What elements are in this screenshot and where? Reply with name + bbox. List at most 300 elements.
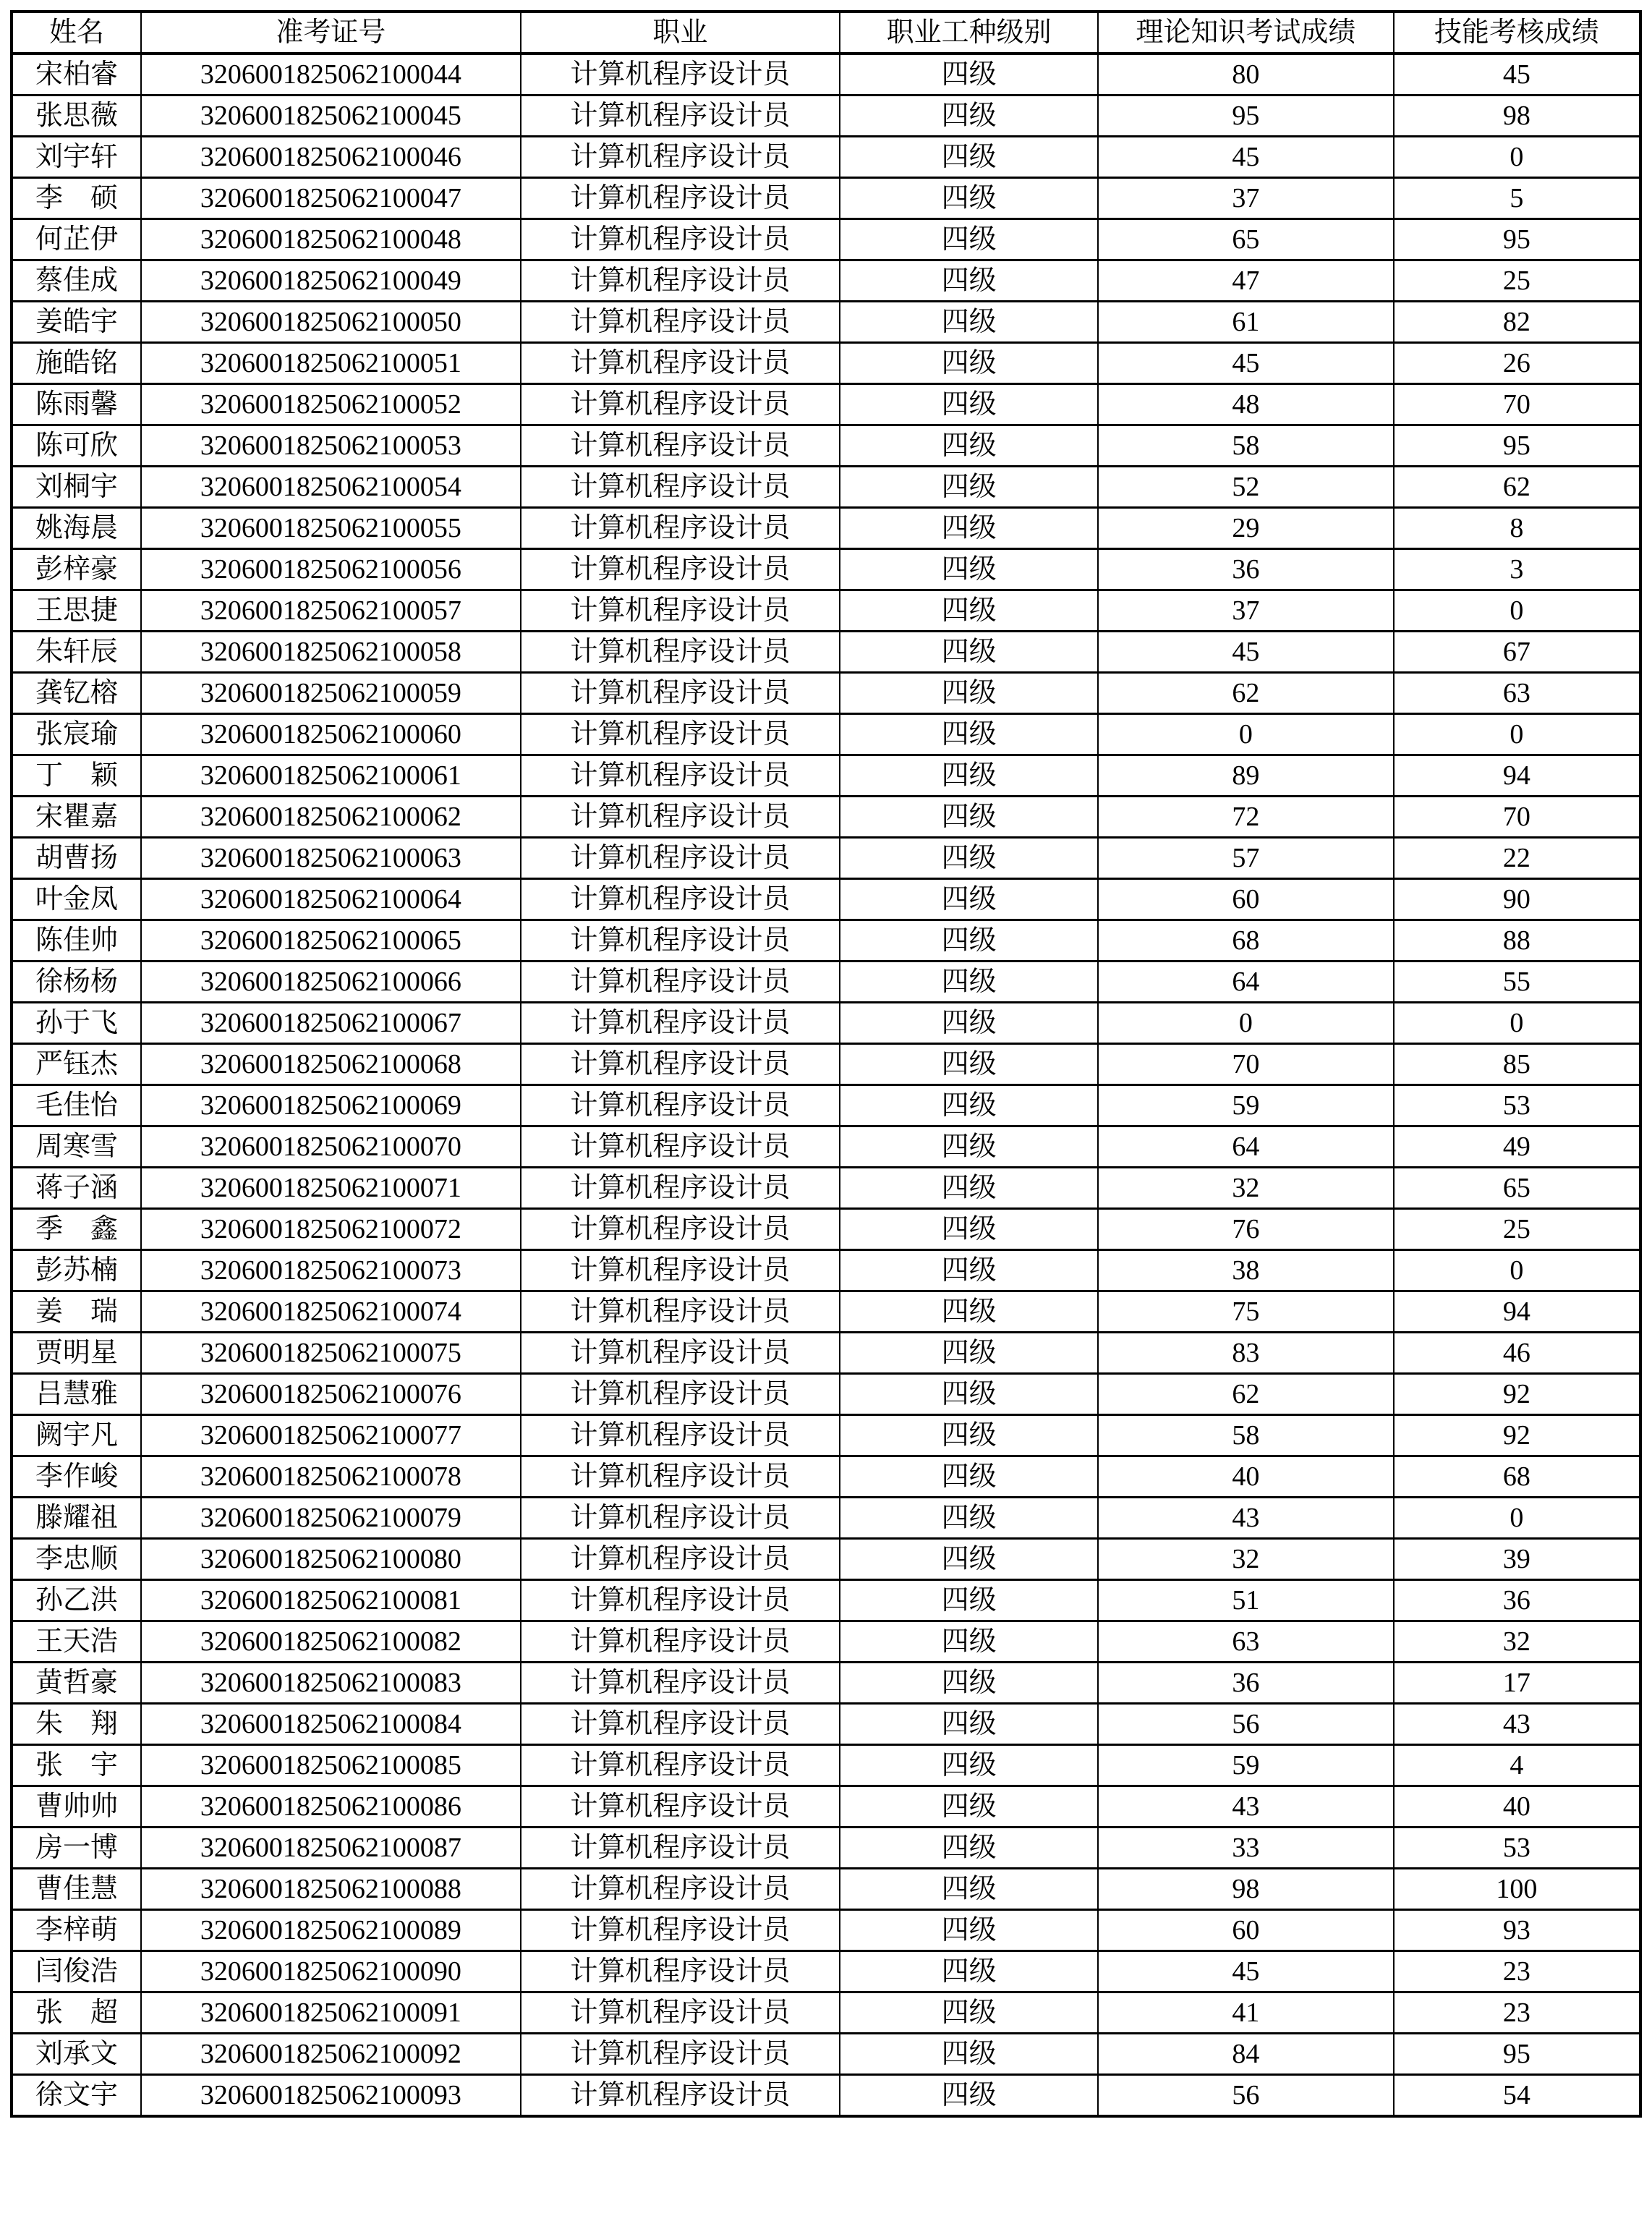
cell-skill_score: 53 (1394, 1085, 1640, 1126)
cell-name: 贾明星 (12, 1333, 141, 1374)
cell-name: 宋柏睿 (12, 54, 141, 95)
cell-ticket_no: 3206001825062100051 (141, 343, 521, 384)
cell-occupation: 计算机程序设计员 (521, 384, 840, 425)
cell-theory_score: 38 (1098, 1250, 1394, 1291)
cell-theory_score: 56 (1098, 2075, 1394, 2117)
cell-occupation: 计算机程序设计员 (521, 1786, 840, 1828)
cell-level: 四级 (840, 384, 1098, 425)
cell-occupation: 计算机程序设计员 (521, 879, 840, 920)
cell-skill_score: 49 (1394, 1126, 1640, 1168)
cell-skill_score: 100 (1394, 1869, 1640, 1910)
score-table-body (12, 54, 1640, 2116)
cell-occupation: 计算机程序设计员 (521, 1003, 840, 1044)
cell-theory_score: 41 (1098, 1992, 1394, 2034)
cell-level: 四级 (840, 508, 1098, 549)
cell-occupation: 计算机程序设计员 (521, 632, 840, 673)
cell-level: 四级 (840, 343, 1098, 384)
cell-ticket_no: 3206001825062100088 (141, 1869, 521, 1910)
table-row (12, 302, 1640, 343)
cell-skill_score: 98 (1394, 95, 1640, 137)
table-row (12, 1126, 1640, 1168)
cell-ticket_no: 3206001825062100073 (141, 1250, 521, 1291)
cell-name: 孙于飞 (12, 1003, 141, 1044)
table-row (12, 838, 1640, 879)
cell-occupation: 计算机程序设计员 (521, 2034, 840, 2075)
cell-name: 王天浩 (12, 1621, 141, 1663)
cell-skill_score: 55 (1394, 962, 1640, 1003)
cell-name: 徐杨杨 (12, 962, 141, 1003)
cell-theory_score: 36 (1098, 1663, 1394, 1704)
cell-occupation: 计算机程序设计员 (521, 1539, 840, 1580)
cell-skill_score: 70 (1394, 797, 1640, 838)
cell-level: 四级 (840, 1168, 1098, 1209)
cell-skill_score: 23 (1394, 1992, 1640, 2034)
cell-occupation: 计算机程序设计员 (521, 219, 840, 260)
cell-level: 四级 (840, 1786, 1098, 1828)
cell-name: 龚钇榕 (12, 673, 141, 714)
cell-theory_score: 57 (1098, 838, 1394, 879)
cell-ticket_no: 3206001825062100078 (141, 1456, 521, 1498)
cell-ticket_no: 3206001825062100091 (141, 1992, 521, 2034)
cell-theory_score: 51 (1098, 1580, 1394, 1621)
cell-theory_score: 70 (1098, 1044, 1394, 1085)
cell-skill_score: 65 (1394, 1168, 1640, 1209)
col-header-occupation: 职业 (521, 12, 840, 54)
cell-name: 张思薇 (12, 95, 141, 137)
cell-level: 四级 (840, 1415, 1098, 1456)
cell-ticket_no: 3206001825062100089 (141, 1910, 521, 1951)
cell-name: 陈可欣 (12, 425, 141, 467)
cell-skill_score: 92 (1394, 1374, 1640, 1415)
cell-theory_score: 89 (1098, 755, 1394, 797)
cell-theory_score: 63 (1098, 1621, 1394, 1663)
cell-theory_score: 62 (1098, 673, 1394, 714)
cell-skill_score: 68 (1394, 1456, 1640, 1498)
cell-theory_score: 68 (1098, 920, 1394, 962)
cell-level: 四级 (840, 1704, 1098, 1745)
table-row (12, 343, 1640, 384)
cell-level: 四级 (840, 1951, 1098, 1992)
cell-occupation: 计算机程序设计员 (521, 1291, 840, 1333)
cell-skill_score: 62 (1394, 467, 1640, 508)
cell-occupation: 计算机程序设计员 (521, 95, 840, 137)
cell-level: 四级 (840, 1869, 1098, 1910)
cell-name: 丁 颖 (12, 755, 141, 797)
score-table (10, 10, 1642, 2118)
cell-name: 张 宇 (12, 1745, 141, 1786)
table-row (12, 1333, 1640, 1374)
cell-name: 王思捷 (12, 590, 141, 632)
cell-level: 四级 (840, 1498, 1098, 1539)
cell-occupation: 计算机程序设计员 (521, 1992, 840, 2034)
cell-ticket_no: 3206001825062100061 (141, 755, 521, 797)
cell-name: 陈雨馨 (12, 384, 141, 425)
cell-ticket_no: 3206001825062100069 (141, 1085, 521, 1126)
cell-occupation: 计算机程序设计员 (521, 1085, 840, 1126)
cell-name: 孙乙洪 (12, 1580, 141, 1621)
table-row (12, 962, 1640, 1003)
cell-ticket_no: 3206001825062100077 (141, 1415, 521, 1456)
cell-ticket_no: 3206001825062100087 (141, 1828, 521, 1869)
cell-skill_score: 90 (1394, 879, 1640, 920)
cell-skill_score: 46 (1394, 1333, 1640, 1374)
table-row (12, 1456, 1640, 1498)
cell-level: 四级 (840, 1333, 1098, 1374)
cell-skill_score: 17 (1394, 1663, 1640, 1704)
cell-theory_score: 95 (1098, 95, 1394, 137)
cell-ticket_no: 3206001825062100092 (141, 2034, 521, 2075)
cell-level: 四级 (840, 879, 1098, 920)
cell-skill_score: 93 (1394, 1910, 1640, 1951)
score-table-header (12, 12, 1640, 54)
cell-name: 滕耀祖 (12, 1498, 141, 1539)
cell-skill_score: 82 (1394, 302, 1640, 343)
cell-theory_score: 33 (1098, 1828, 1394, 1869)
cell-name: 姜 瑞 (12, 1291, 141, 1333)
table-row (12, 1209, 1640, 1250)
cell-name: 徐文宇 (12, 2075, 141, 2117)
cell-skill_score: 26 (1394, 343, 1640, 384)
cell-level: 四级 (840, 302, 1098, 343)
cell-name: 季 鑫 (12, 1209, 141, 1250)
cell-name: 房一博 (12, 1828, 141, 1869)
cell-name: 刘桐宇 (12, 467, 141, 508)
cell-ticket_no: 3206001825062100082 (141, 1621, 521, 1663)
cell-occupation: 计算机程序设计员 (521, 425, 840, 467)
table-row (12, 1580, 1640, 1621)
cell-level: 四级 (840, 2075, 1098, 2117)
cell-skill_score: 8 (1394, 508, 1640, 549)
cell-level: 四级 (840, 1910, 1098, 1951)
cell-level: 四级 (840, 714, 1098, 755)
cell-theory_score: 45 (1098, 632, 1394, 673)
cell-level: 四级 (840, 797, 1098, 838)
cell-name: 张 超 (12, 1992, 141, 2034)
cell-name: 周寒雪 (12, 1126, 141, 1168)
cell-occupation: 计算机程序设计员 (521, 673, 840, 714)
table-row (12, 797, 1640, 838)
cell-ticket_no: 3206001825062100071 (141, 1168, 521, 1209)
cell-occupation: 计算机程序设计员 (521, 1745, 840, 1786)
cell-skill_score: 45 (1394, 54, 1640, 95)
cell-theory_score: 47 (1098, 260, 1394, 302)
cell-skill_score: 95 (1394, 219, 1640, 260)
table-row (12, 1003, 1640, 1044)
table-row (12, 714, 1640, 755)
cell-ticket_no: 3206001825062100093 (141, 2075, 521, 2117)
cell-skill_score: 67 (1394, 632, 1640, 673)
cell-occupation: 计算机程序设计员 (521, 1126, 840, 1168)
table-row (12, 508, 1640, 549)
table-row (12, 219, 1640, 260)
cell-name: 闫俊浩 (12, 1951, 141, 1992)
table-row (12, 1498, 1640, 1539)
cell-occupation: 计算机程序设计员 (521, 1415, 840, 1456)
cell-skill_score: 0 (1394, 714, 1640, 755)
cell-level: 四级 (840, 1539, 1098, 1580)
cell-theory_score: 62 (1098, 1374, 1394, 1415)
cell-name: 吕慧雅 (12, 1374, 141, 1415)
cell-level: 四级 (840, 467, 1098, 508)
cell-level: 四级 (840, 1291, 1098, 1333)
cell-skill_score: 92 (1394, 1415, 1640, 1456)
cell-occupation: 计算机程序设计员 (521, 1663, 840, 1704)
cell-ticket_no: 3206001825062100057 (141, 590, 521, 632)
cell-name: 蔡佳成 (12, 260, 141, 302)
cell-name: 施皓铭 (12, 343, 141, 384)
cell-occupation: 计算机程序设计员 (521, 1168, 840, 1209)
table-row (12, 1085, 1640, 1126)
cell-occupation: 计算机程序设计员 (521, 797, 840, 838)
cell-level: 四级 (840, 1580, 1098, 1621)
cell-occupation: 计算机程序设计员 (521, 1044, 840, 1085)
cell-ticket_no: 3206001825062100085 (141, 1745, 521, 1786)
cell-occupation: 计算机程序设计员 (521, 260, 840, 302)
cell-occupation: 计算机程序设计员 (521, 1951, 840, 1992)
cell-name: 姜皓宇 (12, 302, 141, 343)
cell-level: 四级 (840, 962, 1098, 1003)
cell-level: 四级 (840, 137, 1098, 178)
cell-skill_score: 43 (1394, 1704, 1640, 1745)
cell-skill_score: 23 (1394, 1951, 1640, 1992)
cell-theory_score: 56 (1098, 1704, 1394, 1745)
cell-level: 四级 (840, 1250, 1098, 1291)
cell-theory_score: 29 (1098, 508, 1394, 549)
cell-ticket_no: 3206001825062100059 (141, 673, 521, 714)
cell-occupation: 计算机程序设计员 (521, 467, 840, 508)
cell-name: 宋瞿嘉 (12, 797, 141, 838)
cell-name: 朱 翔 (12, 1704, 141, 1745)
table-row (12, 1621, 1640, 1663)
cell-level: 四级 (840, 54, 1098, 95)
cell-occupation: 计算机程序设计员 (521, 714, 840, 755)
table-row (12, 425, 1640, 467)
cell-skill_score: 0 (1394, 1003, 1640, 1044)
cell-name: 刘宇轩 (12, 137, 141, 178)
cell-level: 四级 (840, 1126, 1098, 1168)
cell-level: 四级 (840, 1992, 1098, 2034)
cell-theory_score: 36 (1098, 549, 1394, 590)
cell-level: 四级 (840, 1828, 1098, 1869)
cell-name: 蒋子涵 (12, 1168, 141, 1209)
cell-theory_score: 48 (1098, 384, 1394, 425)
cell-ticket_no: 3206001825062100049 (141, 260, 521, 302)
cell-ticket_no: 3206001825062100060 (141, 714, 521, 755)
cell-occupation: 计算机程序设计员 (521, 1910, 840, 1951)
table-row (12, 1663, 1640, 1704)
cell-occupation: 计算机程序设计员 (521, 1333, 840, 1374)
cell-skill_score: 25 (1394, 1209, 1640, 1250)
cell-ticket_no: 3206001825062100090 (141, 1951, 521, 1992)
cell-occupation: 计算机程序设计员 (521, 178, 840, 219)
cell-name: 何芷伊 (12, 219, 141, 260)
cell-name: 严钰杰 (12, 1044, 141, 1085)
cell-theory_score: 72 (1098, 797, 1394, 838)
cell-name: 阙宇凡 (12, 1415, 141, 1456)
cell-level: 四级 (840, 95, 1098, 137)
cell-name: 彭苏楠 (12, 1250, 141, 1291)
cell-level: 四级 (840, 1456, 1098, 1498)
cell-level: 四级 (840, 1044, 1098, 1085)
cell-skill_score: 4 (1394, 1745, 1640, 1786)
cell-occupation: 计算机程序设计员 (521, 1704, 840, 1745)
cell-theory_score: 0 (1098, 714, 1394, 755)
cell-ticket_no: 3206001825062100047 (141, 178, 521, 219)
cell-occupation: 计算机程序设计员 (521, 1209, 840, 1250)
table-row (12, 1704, 1640, 1745)
table-row (12, 1539, 1640, 1580)
cell-skill_score: 63 (1394, 673, 1640, 714)
cell-theory_score: 98 (1098, 1869, 1394, 1910)
table-row (12, 384, 1640, 425)
table-row (12, 1044, 1640, 1085)
cell-occupation: 计算机程序设计员 (521, 2075, 840, 2117)
cell-ticket_no: 3206001825062100074 (141, 1291, 521, 1333)
cell-skill_score: 32 (1394, 1621, 1640, 1663)
cell-theory_score: 43 (1098, 1786, 1394, 1828)
cell-level: 四级 (840, 838, 1098, 879)
table-row (12, 1951, 1640, 1992)
cell-ticket_no: 3206001825062100062 (141, 797, 521, 838)
table-row (12, 879, 1640, 920)
cell-ticket_no: 3206001825062100070 (141, 1126, 521, 1168)
cell-skill_score: 85 (1394, 1044, 1640, 1085)
cell-skill_score: 0 (1394, 590, 1640, 632)
cell-ticket_no: 3206001825062100076 (141, 1374, 521, 1415)
cell-skill_score: 94 (1394, 755, 1640, 797)
cell-ticket_no: 3206001825062100079 (141, 1498, 521, 1539)
cell-theory_score: 37 (1098, 178, 1394, 219)
table-row (12, 2075, 1640, 2117)
table-row (12, 590, 1640, 632)
table-row (12, 755, 1640, 797)
col-header-name: 姓名 (12, 12, 141, 54)
cell-theory_score: 80 (1098, 54, 1394, 95)
cell-name: 毛佳怡 (12, 1085, 141, 1126)
cell-level: 四级 (840, 1374, 1098, 1415)
table-row (12, 1910, 1640, 1951)
cell-occupation: 计算机程序设计员 (521, 54, 840, 95)
cell-theory_score: 58 (1098, 1415, 1394, 1456)
cell-theory_score: 32 (1098, 1168, 1394, 1209)
cell-skill_score: 95 (1394, 2034, 1640, 2075)
table-row (12, 920, 1640, 962)
cell-ticket_no: 3206001825062100072 (141, 1209, 521, 1250)
cell-theory_score: 45 (1098, 137, 1394, 178)
cell-ticket_no: 3206001825062100075 (141, 1333, 521, 1374)
cell-ticket_no: 3206001825062100063 (141, 838, 521, 879)
cell-ticket_no: 3206001825062100064 (141, 879, 521, 920)
table-row (12, 260, 1640, 302)
table-row (12, 1869, 1640, 1910)
cell-theory_score: 52 (1098, 467, 1394, 508)
cell-occupation: 计算机程序设计员 (521, 1621, 840, 1663)
cell-skill_score: 0 (1394, 1250, 1640, 1291)
cell-skill_score: 0 (1394, 137, 1640, 178)
table-row (12, 1992, 1640, 2034)
cell-ticket_no: 3206001825062100048 (141, 219, 521, 260)
cell-level: 四级 (840, 1085, 1098, 1126)
cell-occupation: 计算机程序设计员 (521, 1456, 840, 1498)
cell-level: 四级 (840, 219, 1098, 260)
cell-ticket_no: 3206001825062100046 (141, 137, 521, 178)
cell-skill_score: 0 (1394, 1498, 1640, 1539)
table-row (12, 1291, 1640, 1333)
cell-ticket_no: 3206001825062100050 (141, 302, 521, 343)
cell-ticket_no: 3206001825062100044 (141, 54, 521, 95)
col-header-ticket-no: 准考证号 (141, 12, 521, 54)
cell-skill_score: 5 (1394, 178, 1640, 219)
cell-ticket_no: 3206001825062100056 (141, 549, 521, 590)
cell-theory_score: 65 (1098, 219, 1394, 260)
table-row (12, 2034, 1640, 2075)
cell-name: 陈佳帅 (12, 920, 141, 962)
cell-ticket_no: 3206001825062100081 (141, 1580, 521, 1621)
cell-occupation: 计算机程序设计员 (521, 1828, 840, 1869)
cell-name: 姚海晨 (12, 508, 141, 549)
header-row (12, 12, 1640, 54)
cell-theory_score: 32 (1098, 1539, 1394, 1580)
cell-level: 四级 (840, 590, 1098, 632)
cell-skill_score: 40 (1394, 1786, 1640, 1828)
table-row (12, 1786, 1640, 1828)
cell-level: 四级 (840, 920, 1098, 962)
cell-occupation: 计算机程序设计员 (521, 1250, 840, 1291)
cell-theory_score: 83 (1098, 1333, 1394, 1374)
table-row (12, 1168, 1640, 1209)
cell-skill_score: 54 (1394, 2075, 1640, 2117)
cell-skill_score: 25 (1394, 260, 1640, 302)
cell-level: 四级 (840, 1745, 1098, 1786)
cell-theory_score: 75 (1098, 1291, 1394, 1333)
col-header-theory-score: 理论知识考试成绩 (1098, 12, 1394, 54)
cell-skill_score: 53 (1394, 1828, 1640, 1869)
cell-ticket_no: 3206001825062100065 (141, 920, 521, 962)
cell-occupation: 计算机程序设计员 (521, 1498, 840, 1539)
cell-theory_score: 40 (1098, 1456, 1394, 1498)
cell-theory_score: 45 (1098, 343, 1394, 384)
cell-ticket_no: 3206001825062100084 (141, 1704, 521, 1745)
cell-occupation: 计算机程序设计员 (521, 343, 840, 384)
cell-skill_score: 36 (1394, 1580, 1640, 1621)
cell-occupation: 计算机程序设计员 (521, 508, 840, 549)
cell-occupation: 计算机程序设计员 (521, 755, 840, 797)
cell-ticket_no: 3206001825062100086 (141, 1786, 521, 1828)
cell-theory_score: 84 (1098, 2034, 1394, 2075)
col-header-skill-score: 技能考核成绩 (1394, 12, 1640, 54)
table-row (12, 1250, 1640, 1291)
cell-name: 曹帅帅 (12, 1786, 141, 1828)
cell-theory_score: 59 (1098, 1085, 1394, 1126)
table-row (12, 1828, 1640, 1869)
cell-skill_score: 22 (1394, 838, 1640, 879)
cell-level: 四级 (840, 1209, 1098, 1250)
table-row (12, 1745, 1640, 1786)
table-row (12, 673, 1640, 714)
table-row (12, 178, 1640, 219)
cell-ticket_no: 3206001825062100055 (141, 508, 521, 549)
cell-level: 四级 (840, 549, 1098, 590)
cell-ticket_no: 3206001825062100058 (141, 632, 521, 673)
cell-ticket_no: 3206001825062100054 (141, 467, 521, 508)
cell-ticket_no: 3206001825062100053 (141, 425, 521, 467)
cell-level: 四级 (840, 1663, 1098, 1704)
cell-name: 李忠顺 (12, 1539, 141, 1580)
cell-name: 刘承文 (12, 2034, 141, 2075)
cell-skill_score: 70 (1394, 384, 1640, 425)
cell-occupation: 计算机程序设计员 (521, 549, 840, 590)
cell-ticket_no: 3206001825062100045 (141, 95, 521, 137)
